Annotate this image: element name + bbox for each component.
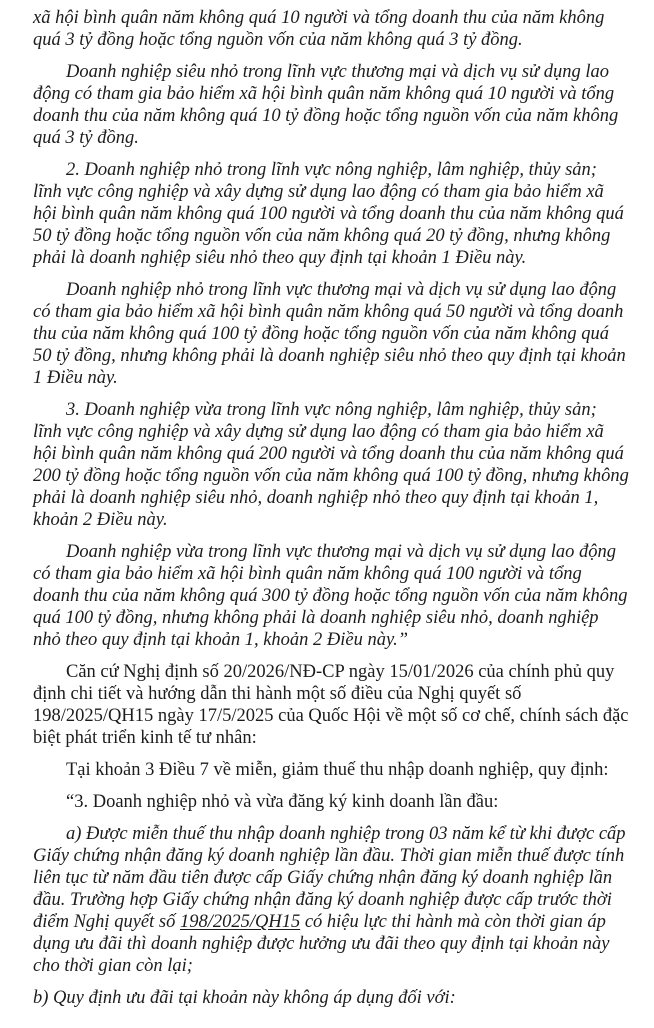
paragraph [33, 279, 630, 389]
paragraph [33, 7, 630, 51]
paragraph [33, 541, 630, 651]
text-run: Doanh nghiệp nhỏ trong lĩnh vực thương mại và dịch vụ sử dụng lao động có tham gia bảo hiểm xã hội bình quân năm không quá 50 người và tổng doanh thu của năm không quá 100 tỷ đồng hoặc tổng nguồn vốn của năm không quá 50 tỷ đồng, nhưng không phải là doanh nghiệp siêu nhỏ theo quy định tại khoản 1 Điều này. [33, 280, 626, 388]
paragraph [33, 61, 630, 149]
text-run: “3. Doanh nghiệp nhỏ và vừa đăng ký kinh doanh lần đầu: [66, 792, 499, 812]
paragraph [33, 759, 630, 781]
text-run: 2. Doanh nghiệp nhỏ trong lĩnh vực nông nghiệp, lâm nghiệp, thủy sản; lĩnh vực công nghiệp và xây dựng sử dụng lao động có tham gia bảo hiểm xã hội bình quân năm không quá 100 người và tổng doanh thu của năm không quá 50 tỷ đồng hoặc tổng nguồn vốn của năm không quá 20 tỷ đồng, nhưng không phải là doanh nghiệp siêu nhỏ theo quy định tại khoản 1 Điều này. [33, 160, 624, 268]
text-run: Doanh nghiệp vừa trong lĩnh vực thương mại và dịch vụ sử dụng lao động có tham gia bảo hiểm xã hội bình quân năm không quá 100 người và tổng doanh thu của năm không quá 300 tỷ đồng hoặc tổng nguồn vốn của năm không quá 100 tỷ đồng, nhưng không phải là doanh nghiệp siêu nhỏ, doanh nghiệp nhỏ theo quy định tại khoản 1, khoản 2 Điều này.” [33, 542, 628, 650]
text-run: có hiệu lực thi hành mà còn thời gian áp dụng ưu đãi thì doanh nghiệp được hưởng ưu đãi theo quy định tại khoản này cho thời gian còn lại; [33, 912, 610, 976]
text-run: Doanh nghiệp siêu nhỏ trong lĩnh vực thương mại và dịch vụ sử dụng lao động có tham gia bảo hiểm xã hội bình quân năm không quá 10 người và tổng doanh thu của năm không quá 10 tỷ đồng hoặc tổng nguồn vốn của năm không quá 3 tỷ đồng. [33, 62, 619, 148]
text-run: a) Được miễn thuế thu nhập doanh nghiệp trong 03 năm kể từ khi được cấp Giấy chứng nhận đăng ký doanh nghiệp lần đầu. Thời gian miễn thuế được tính liên tục từ năm đầu tiên được cấp Giấy chứng nhận đăng ký doanh nghiệp lần đầu. Trường hợp Giấy chứng nhận đăng ký doanh nghiệp được cấp trước thời điểm Nghị quyết số [33, 824, 626, 932]
paragraph [33, 987, 630, 1009]
text-run: xã hội bình quân năm không quá 10 người và tổng doanh thu của năm không quá 3 tỷ đồng hoặc tổng nguồn vốn của năm không quá 3 tỷ đồng. [33, 8, 605, 50]
paragraph [33, 823, 630, 977]
text-run: Căn cứ Nghị định số 20/2026/NĐ-CP ngày 15/01/2026 của chính phủ quy định chi tiết và hướng dẫn thi hành một số điều của Nghị quyết số 198/2025/QH15 ngày 17/5/2025 của Quốc Hội về một số cơ chế, chính sách đặc biệt phát triển kinh tế tư nhân: [33, 662, 629, 748]
text-run: Tại khoản 3 Điều 7 về miễn, giảm thuế thu nhập doanh nghiệp, quy định: [66, 760, 609, 780]
text-run: b) Quy định ưu đãi tại khoản này không áp dụng đối với: [33, 988, 456, 1008]
paragraph [33, 791, 630, 813]
paragraph [33, 159, 630, 269]
paragraph [33, 661, 630, 749]
underlined-reference: 198/2025/QH15 [179, 912, 301, 932]
text-run: 3. Doanh nghiệp vừa trong lĩnh vực nông nghiệp, lâm nghiệp, thủy sản; lĩnh vực công nghiệp và xây dựng sử dụng lao động có tham gia bảo hiểm xã hội bình quân năm không quá 200 người và tổng doanh thu của năm không quá 200 tỷ đồng hoặc tổng nguồn vốn của năm không quá 100 tỷ đồng, nhưng không phải là doanh nghiệp siêu nhỏ, doanh nghiệp nhỏ theo quy định tại khoản 1, khoản 2 Điều này. [33, 400, 629, 530]
paragraph [33, 399, 630, 531]
